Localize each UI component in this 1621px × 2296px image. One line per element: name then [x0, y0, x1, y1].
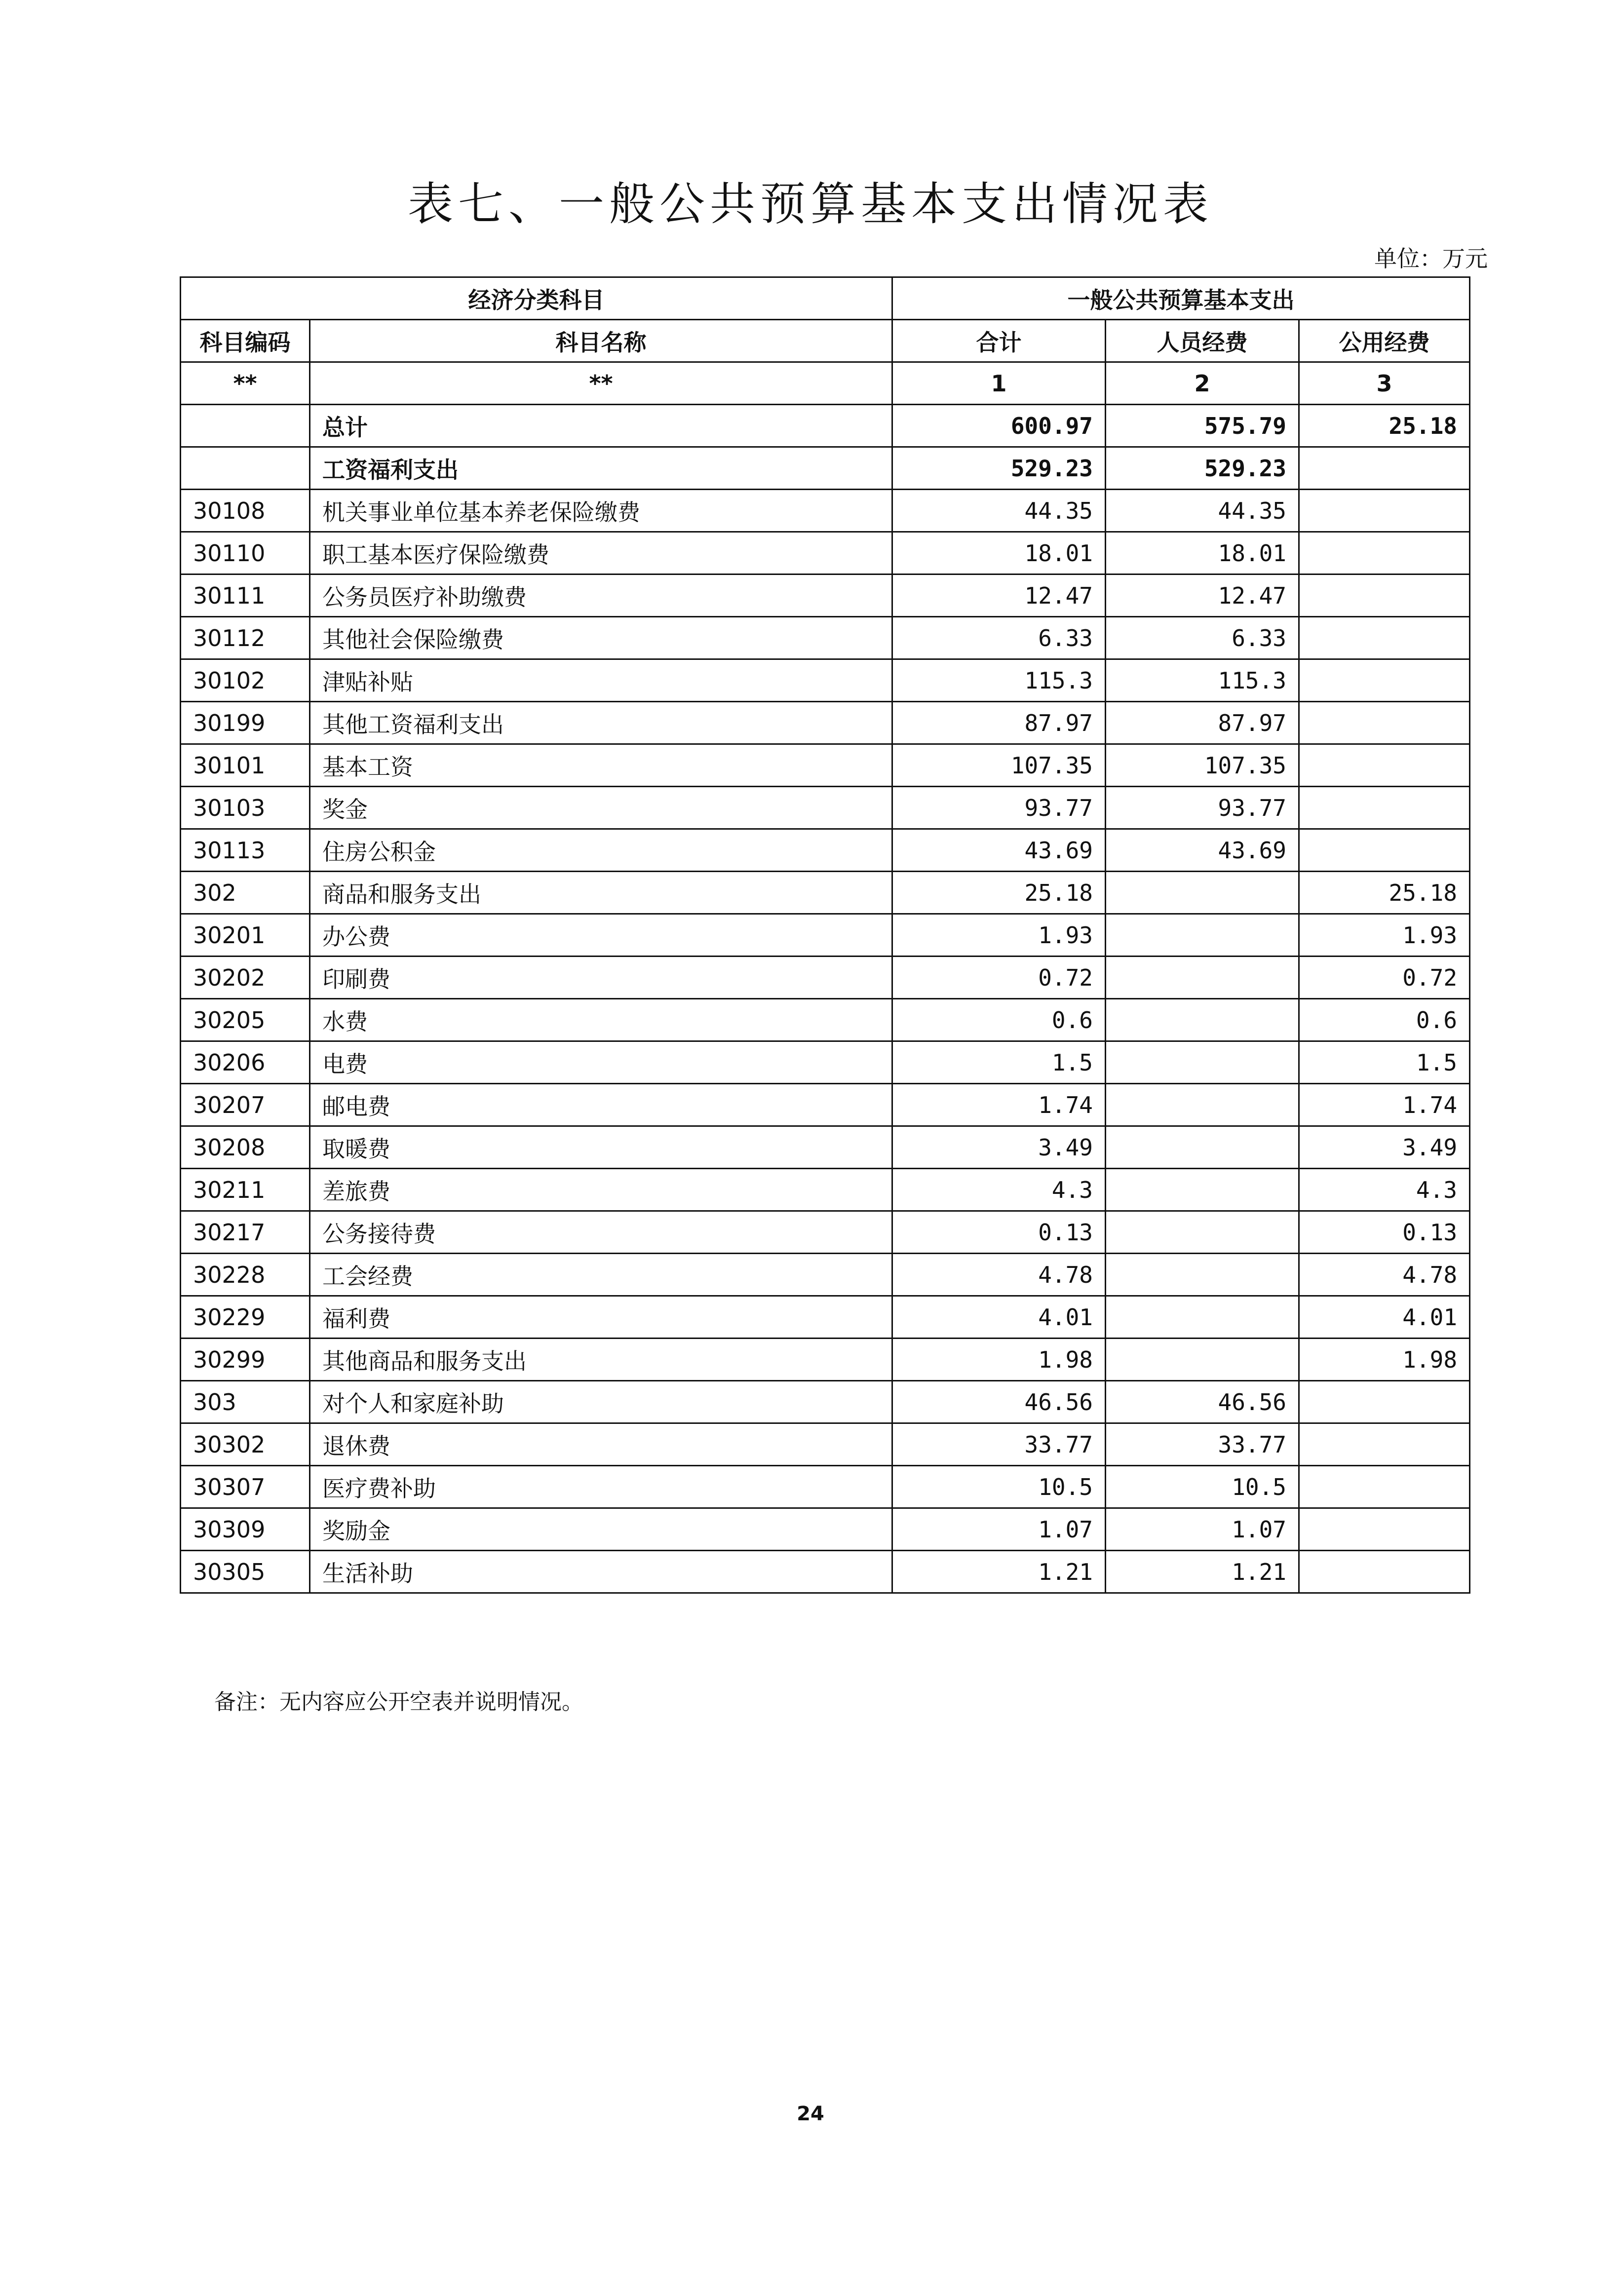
page-number: 24 — [797, 2103, 824, 2125]
public-expense-cell — [1299, 1423, 1470, 1466]
personnel-expense-cell — [1106, 999, 1299, 1041]
personnel-expense-cell: 575.79 — [1106, 405, 1299, 447]
subject-code-cell — [181, 447, 310, 490]
public-expense-cell: 3.49 — [1299, 1126, 1470, 1169]
personnel-expense-cell: 115.3 — [1106, 659, 1299, 702]
personnel-expense-cell: 44.35 — [1106, 490, 1299, 532]
personnel-expense-cell: 18.01 — [1106, 532, 1299, 574]
index-name: ** — [310, 362, 892, 405]
table-body — [181, 405, 1470, 1593]
table-row — [181, 1169, 1470, 1211]
subject-code-cell: 30305 — [181, 1551, 310, 1593]
public-expense-cell — [1299, 659, 1470, 702]
public-expense-cell: 1.93 — [1299, 914, 1470, 957]
subject-name-cell: 医疗费补助 — [310, 1466, 892, 1508]
subject-code-cell: 30205 — [181, 999, 310, 1041]
table-row — [181, 1381, 1470, 1423]
table-row — [181, 659, 1470, 702]
subject-code-cell: 30101 — [181, 744, 310, 787]
header-group-row — [181, 277, 1470, 320]
total-cell: 6.33 — [892, 617, 1106, 659]
subject-code-cell: 30302 — [181, 1423, 310, 1466]
subject-code-cell: 30211 — [181, 1169, 310, 1211]
subject-name-cell: 电费 — [310, 1041, 892, 1084]
subject-code-cell: 30110 — [181, 532, 310, 574]
index-total: 1 — [892, 362, 1106, 405]
table-row — [181, 829, 1470, 872]
subject-name-cell: 其他商品和服务支出 — [310, 1339, 892, 1381]
personnel-expense-cell: 6.33 — [1106, 617, 1299, 659]
subject-name-cell: 退休费 — [310, 1423, 892, 1466]
total-cell: 4.78 — [892, 1254, 1106, 1296]
subject-name-cell: 生活补助 — [310, 1551, 892, 1593]
public-expense-cell: 1.74 — [1299, 1084, 1470, 1126]
table-row — [181, 1466, 1470, 1508]
budget-table — [180, 276, 1470, 1594]
personnel-expense-cell: 46.56 — [1106, 1381, 1299, 1423]
public-expense-cell — [1299, 744, 1470, 787]
total-cell: 115.3 — [892, 659, 1106, 702]
public-expense-cell: 0.6 — [1299, 999, 1470, 1041]
public-expense-cell — [1299, 1508, 1470, 1551]
table-row — [181, 787, 1470, 829]
table-header — [181, 277, 1470, 405]
public-expense-cell — [1299, 490, 1470, 532]
total-cell: 107.35 — [892, 744, 1106, 787]
personnel-expense-cell — [1106, 1084, 1299, 1126]
public-expense-cell — [1299, 1551, 1470, 1593]
table-row — [181, 1084, 1470, 1126]
total-cell: 44.35 — [892, 490, 1106, 532]
total-cell: 18.01 — [892, 532, 1106, 574]
table-row — [181, 872, 1470, 914]
personnel-expense-cell — [1106, 1254, 1299, 1296]
subject-code-cell: 30309 — [181, 1508, 310, 1551]
subject-name-cell: 工资福利支出 — [310, 447, 892, 490]
personnel-expense-cell: 93.77 — [1106, 787, 1299, 829]
public-expense-cell: 25.18 — [1299, 872, 1470, 914]
personnel-expense-cell: 1.21 — [1106, 1551, 1299, 1593]
total-cell: 1.74 — [892, 1084, 1106, 1126]
header-subject-code: 科目编码 — [181, 320, 310, 362]
subject-code-cell: 30217 — [181, 1211, 310, 1254]
public-expense-cell: 1.98 — [1299, 1339, 1470, 1381]
public-expense-cell: 0.13 — [1299, 1211, 1470, 1254]
total-cell: 1.21 — [892, 1551, 1106, 1593]
table-row — [181, 1423, 1470, 1466]
total-cell: 3.49 — [892, 1126, 1106, 1169]
personnel-expense-cell — [1106, 957, 1299, 999]
index-code: ** — [181, 362, 310, 405]
subject-name-cell: 其他社会保险缴费 — [310, 617, 892, 659]
total-cell: 87.97 — [892, 702, 1106, 744]
table-row — [181, 1126, 1470, 1169]
table-row — [181, 1041, 1470, 1084]
table-row — [181, 532, 1470, 574]
subject-code-cell: 30112 — [181, 617, 310, 659]
subject-name-cell: 总计 — [310, 405, 892, 447]
total-cell: 43.69 — [892, 829, 1106, 872]
subject-name-cell: 公务员医疗补助缴费 — [310, 574, 892, 617]
subject-code-cell: 30103 — [181, 787, 310, 829]
subject-name-cell: 奖励金 — [310, 1508, 892, 1551]
header-economic-classification: 经济分类科目 — [181, 277, 892, 320]
table-row — [181, 1296, 1470, 1339]
subject-name-cell: 基本工资 — [310, 744, 892, 787]
total-cell: 4.3 — [892, 1169, 1106, 1211]
header-column-row — [181, 320, 1470, 362]
total-cell: 1.98 — [892, 1339, 1106, 1381]
total-cell: 529.23 — [892, 447, 1106, 490]
personnel-expense-cell — [1106, 1339, 1299, 1381]
table-row — [181, 999, 1470, 1041]
personnel-expense-cell: 10.5 — [1106, 1466, 1299, 1508]
table-row — [181, 1211, 1470, 1254]
index-public: 3 — [1299, 362, 1470, 405]
table-row — [181, 490, 1470, 532]
subject-name-cell: 差旅费 — [310, 1169, 892, 1211]
subject-code-cell: 30201 — [181, 914, 310, 957]
total-cell: 46.56 — [892, 1381, 1106, 1423]
personnel-expense-cell: 43.69 — [1106, 829, 1299, 872]
subject-name-cell: 住房公积金 — [310, 829, 892, 872]
total-cell: 0.6 — [892, 999, 1106, 1041]
unit-label: 单位：万元 — [1374, 245, 1488, 272]
subject-name-cell: 对个人和家庭补助 — [310, 1381, 892, 1423]
public-expense-cell: 4.3 — [1299, 1169, 1470, 1211]
personnel-expense-cell: 87.97 — [1106, 702, 1299, 744]
subject-name-cell: 办公费 — [310, 914, 892, 957]
subject-name-cell: 其他工资福利支出 — [310, 702, 892, 744]
page-title: 表七、一般公共预算基本支出情况表 — [407, 178, 1213, 230]
public-expense-cell — [1299, 702, 1470, 744]
subject-code-cell: 30202 — [181, 957, 310, 999]
personnel-expense-cell: 529.23 — [1106, 447, 1299, 490]
subject-name-cell: 水费 — [310, 999, 892, 1041]
index-personnel: 2 — [1106, 362, 1299, 405]
table-row — [181, 1339, 1470, 1381]
total-cell: 0.72 — [892, 957, 1106, 999]
table-row — [181, 1254, 1470, 1296]
public-expense-cell — [1299, 787, 1470, 829]
table-row — [181, 957, 1470, 999]
table-row — [181, 1551, 1470, 1593]
subject-name-cell: 印刷费 — [310, 957, 892, 999]
subject-name-cell: 福利费 — [310, 1296, 892, 1339]
total-cell: 1.5 — [892, 1041, 1106, 1084]
personnel-expense-cell: 1.07 — [1106, 1508, 1299, 1551]
total-cell: 25.18 — [892, 872, 1106, 914]
public-expense-cell — [1299, 1466, 1470, 1508]
total-cell: 12.47 — [892, 574, 1106, 617]
total-cell: 0.13 — [892, 1211, 1106, 1254]
subject-code-cell: 30229 — [181, 1296, 310, 1339]
table-row — [181, 447, 1470, 490]
header-index-row — [181, 362, 1470, 405]
total-cell: 33.77 — [892, 1423, 1106, 1466]
subject-code-cell: 30228 — [181, 1254, 310, 1296]
table-row — [181, 914, 1470, 957]
subject-code-cell: 30199 — [181, 702, 310, 744]
total-cell: 10.5 — [892, 1466, 1106, 1508]
personnel-expense-cell — [1106, 1169, 1299, 1211]
subject-code-cell — [181, 405, 310, 447]
public-expense-cell — [1299, 532, 1470, 574]
total-cell: 93.77 — [892, 787, 1106, 829]
subject-name-cell: 公务接待费 — [310, 1211, 892, 1254]
public-expense-cell: 4.78 — [1299, 1254, 1470, 1296]
public-expense-cell — [1299, 617, 1470, 659]
personnel-expense-cell: 12.47 — [1106, 574, 1299, 617]
public-expense-cell — [1299, 1381, 1470, 1423]
total-cell: 1.07 — [892, 1508, 1106, 1551]
subject-name-cell: 商品和服务支出 — [310, 872, 892, 914]
header-subject-name: 科目名称 — [310, 320, 892, 362]
personnel-expense-cell: 33.77 — [1106, 1423, 1299, 1466]
header-basic-expenditure: 一般公共预算基本支出 — [892, 277, 1470, 320]
personnel-expense-cell — [1106, 1126, 1299, 1169]
subject-code-cell: 30307 — [181, 1466, 310, 1508]
total-cell: 600.97 — [892, 405, 1106, 447]
subject-name-cell: 津贴补贴 — [310, 659, 892, 702]
personnel-expense-cell — [1106, 1296, 1299, 1339]
subject-code-cell: 30208 — [181, 1126, 310, 1169]
subject-code-cell: 30113 — [181, 829, 310, 872]
header-public-expense: 公用经费 — [1299, 320, 1470, 362]
personnel-expense-cell — [1106, 872, 1299, 914]
header-total: 合计 — [892, 320, 1106, 362]
personnel-expense-cell — [1106, 914, 1299, 957]
total-cell: 1.93 — [892, 914, 1106, 957]
subject-code-cell: 30102 — [181, 659, 310, 702]
public-expense-cell: 0.72 — [1299, 957, 1470, 999]
subject-code-cell: 30108 — [181, 490, 310, 532]
subject-name-cell: 机关事业单位基本养老保险缴费 — [310, 490, 892, 532]
table-row — [181, 405, 1470, 447]
footnote: 备注：无内容应公开空表并说明情况。 — [214, 1689, 583, 1715]
subject-name-cell: 邮电费 — [310, 1084, 892, 1126]
table-row — [181, 617, 1470, 659]
subject-code-cell: 303 — [181, 1381, 310, 1423]
public-expense-cell: 1.5 — [1299, 1041, 1470, 1084]
subject-name-cell: 奖金 — [310, 787, 892, 829]
subject-code-cell: 30207 — [181, 1084, 310, 1126]
subject-name-cell: 取暖费 — [310, 1126, 892, 1169]
subject-code-cell: 30111 — [181, 574, 310, 617]
table-row — [181, 702, 1470, 744]
personnel-expense-cell — [1106, 1041, 1299, 1084]
subject-code-cell: 30206 — [181, 1041, 310, 1084]
subject-code-cell: 302 — [181, 872, 310, 914]
subject-name-cell: 工会经费 — [310, 1254, 892, 1296]
subject-code-cell: 30299 — [181, 1339, 310, 1381]
table-row — [181, 1508, 1470, 1551]
public-expense-cell — [1299, 447, 1470, 490]
table-row — [181, 574, 1470, 617]
personnel-expense-cell — [1106, 1211, 1299, 1254]
public-expense-cell — [1299, 829, 1470, 872]
personnel-expense-cell: 107.35 — [1106, 744, 1299, 787]
table-row — [181, 744, 1470, 787]
subject-name-cell: 职工基本医疗保险缴费 — [310, 532, 892, 574]
public-expense-cell: 4.01 — [1299, 1296, 1470, 1339]
header-personnel-expense: 人员经费 — [1106, 320, 1299, 362]
public-expense-cell — [1299, 574, 1470, 617]
total-cell: 4.01 — [892, 1296, 1106, 1339]
public-expense-cell: 25.18 — [1299, 405, 1470, 447]
